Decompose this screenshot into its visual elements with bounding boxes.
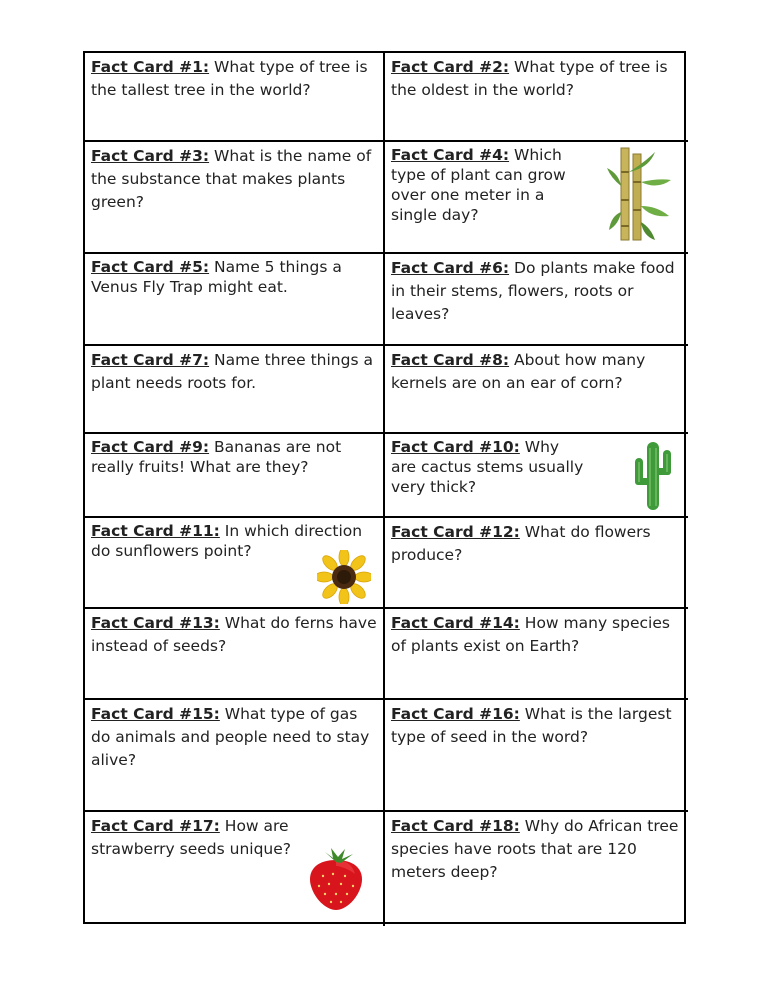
fact-card-15 [85,700,385,812]
fact-card-label: Fact Card #10: [391,438,520,456]
fact-card-16 [385,700,688,812]
fact-card-grid [83,51,686,924]
fact-card-5 [85,254,385,346]
bamboo-icon [607,146,679,244]
fact-card-question: Name three things a plant needs roots for. [91,351,373,392]
fact-card-label: Fact Card #17: [91,817,220,835]
fact-card-sheet [83,51,686,924]
fact-card-17 [85,812,385,926]
fact-card-question: In which direction do sunflowers point? [91,522,363,560]
fact-card-4 [385,142,688,254]
fact-card-question: What type of tree is the oldest in the world? [391,58,668,99]
fact-card-label: Fact Card #13: [91,614,220,632]
fact-card-label: Fact Card #5: [91,258,210,276]
fact-card-question: What is the largest type of seed in the word? [391,705,672,746]
fact-card-3 [85,142,385,254]
fact-card-question: Do plants make food in their stems, flowers, roots or leaves? [391,259,675,323]
fact-card-6 [385,254,688,346]
fact-card-label: Fact Card #9: [91,438,210,456]
fact-card-label: Fact Card #6: [391,259,510,277]
fact-card-12 [385,518,688,609]
fact-card-label: Fact Card #3: [91,147,210,165]
fact-card-question: Bananas are not really fruits! What are they? [91,438,342,476]
fact-card-label: Fact Card #14: [391,614,520,632]
fact-card-14 [385,609,688,700]
fact-card-1 [85,53,385,142]
fact-card-10 [385,434,688,518]
fact-card-label: Fact Card #8: [391,351,510,369]
fact-card-8 [385,346,688,434]
fact-card-7 [85,346,385,434]
fact-card-question: Name 5 things a Venus Fly Trap might eat. [91,258,342,296]
fact-card-label: Fact Card #15: [91,705,220,723]
fact-card-label: Fact Card #7: [91,351,210,369]
fact-card-question: About how many kernels are on an ear of corn? [391,351,646,392]
fact-card-question: What do ferns have instead of seeds? [91,614,377,655]
cactus-icon [631,438,675,512]
fact-card-label: Fact Card #4: [391,146,510,164]
fact-card-2 [385,53,688,142]
fact-card-question: Which type of plant can grow over one meter in a single day? [391,146,566,224]
fact-card-label: Fact Card #18: [391,817,520,835]
fact-card-11 [85,518,385,609]
fact-card-question: What type of gas do animals and people need to stay alive? [91,705,370,769]
fact-card-18 [385,812,688,926]
fact-card-question: What do flowers produce? [391,523,651,564]
fact-card-question: How are strawberry seeds unique? [91,817,292,858]
fact-card-question: What type of tree is the tallest tree in the world? [91,58,368,99]
fact-card-9 [85,434,385,518]
fact-card-label: Fact Card #12: [391,523,520,541]
fact-card-13 [85,609,385,700]
fact-card-label: Fact Card #2: [391,58,510,76]
fact-card-question: What is the name of the substance that makes plants green? [91,147,372,211]
sunflower-icon [317,550,371,604]
strawberry-icon [303,846,369,912]
fact-card-question: Why are cactus stems usually very thick? [391,438,584,496]
fact-card-question: Why do African tree species have roots that are 120 meters deep? [391,817,679,881]
fact-card-label: Fact Card #1: [91,58,210,76]
fact-card-label: Fact Card #11: [91,522,220,540]
fact-card-question: How many species of plants exist on Earth? [391,614,670,655]
fact-card-label: Fact Card #16: [391,705,520,723]
